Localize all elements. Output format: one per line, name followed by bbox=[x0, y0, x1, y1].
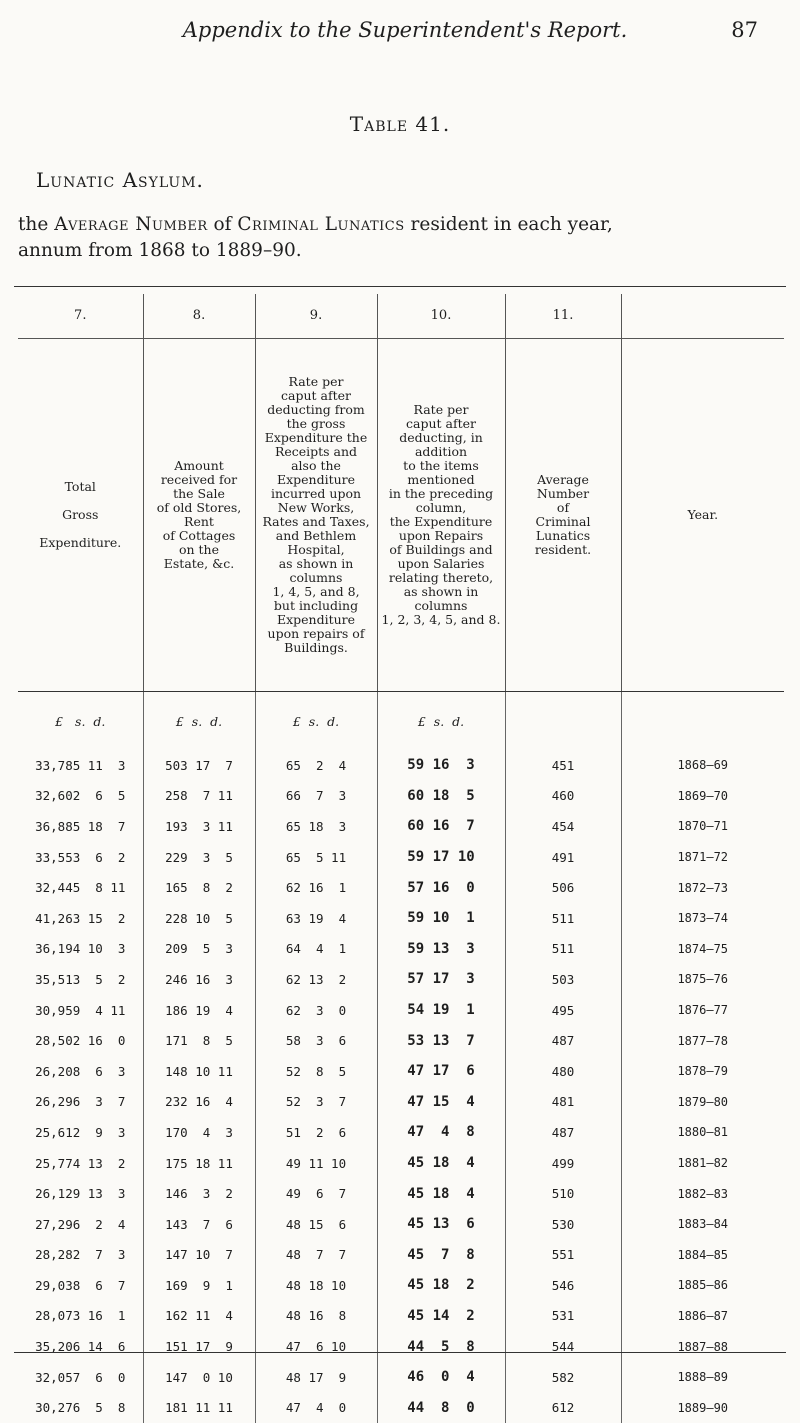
subtitle-term-average-number: Average Number bbox=[54, 214, 207, 235]
table-cell: 1881–82 bbox=[621, 1148, 784, 1179]
table-row bbox=[18, 1117, 784, 1148]
table-cell: 151 17 9 bbox=[143, 1331, 255, 1362]
unit-label bbox=[505, 692, 621, 751]
table-cell: 58 3 6 bbox=[255, 1025, 377, 1056]
table-cell: 59 13 3 bbox=[377, 934, 505, 965]
subtitle-line-2: annum from 1868 to 1889–90. bbox=[18, 238, 780, 264]
table-cell: 59 17 10 bbox=[377, 842, 505, 873]
table-row bbox=[18, 1209, 784, 1240]
column-header: Year. bbox=[621, 339, 784, 692]
table-cell: 60 16 7 bbox=[377, 811, 505, 842]
table-cell: 460 bbox=[505, 781, 621, 812]
table-cell: 48 17 9 bbox=[255, 1362, 377, 1393]
table-cell: 1870–71 bbox=[621, 811, 784, 842]
table-cell: 52 8 5 bbox=[255, 1056, 377, 1087]
table-cell: 175 18 11 bbox=[143, 1148, 255, 1179]
table-cell: 60 18 5 bbox=[377, 781, 505, 812]
table-cell: 45 7 8 bbox=[377, 1240, 505, 1271]
table-cell: 57 16 0 bbox=[377, 872, 505, 903]
table-cell: 44 8 0 bbox=[377, 1392, 505, 1423]
table-cell: 544 bbox=[505, 1331, 621, 1362]
subtitle-pre: the bbox=[18, 214, 54, 235]
table-cell: 451 bbox=[505, 750, 621, 781]
table-cell: 1874–75 bbox=[621, 934, 784, 965]
table-row bbox=[18, 1087, 784, 1118]
table-cell: 1872–73 bbox=[621, 872, 784, 903]
table-cell: 54 19 1 bbox=[377, 995, 505, 1026]
table-cell: 53 13 7 bbox=[377, 1025, 505, 1056]
table-cell: 29,038 6 7 bbox=[18, 1270, 143, 1301]
table-cell: 65 5 11 bbox=[255, 842, 377, 873]
table-cell: 32,445 8 11 bbox=[18, 872, 143, 903]
table-cell: 30,959 4 11 bbox=[18, 995, 143, 1026]
table-cell: 26,208 6 3 bbox=[18, 1056, 143, 1087]
table-cell: 495 bbox=[505, 995, 621, 1026]
table-cell: 143 7 6 bbox=[143, 1209, 255, 1240]
table-cell: 582 bbox=[505, 1362, 621, 1393]
table-cell: 480 bbox=[505, 1056, 621, 1087]
table-cell: 487 bbox=[505, 1025, 621, 1056]
table-cell: 1875–76 bbox=[621, 964, 784, 995]
table-cell: 28,502 16 0 bbox=[18, 1025, 143, 1056]
table-cell: 52 3 7 bbox=[255, 1087, 377, 1118]
table-cell: 33,785 11 3 bbox=[18, 750, 143, 781]
bottom-rule bbox=[14, 1352, 786, 1353]
column-header: Total Gross Expenditure. bbox=[18, 339, 143, 692]
table-cell: 147 0 10 bbox=[143, 1362, 255, 1393]
table-cell: 28,073 16 1 bbox=[18, 1301, 143, 1332]
table-cell: 491 bbox=[505, 842, 621, 873]
table-cell: 1889–90 bbox=[621, 1392, 784, 1423]
subtitle-mid: of bbox=[208, 214, 238, 235]
table-row bbox=[18, 1301, 784, 1332]
table-cell: 165 8 2 bbox=[143, 872, 255, 903]
table-cell: 32,057 6 0 bbox=[18, 1362, 143, 1393]
table-cell: 454 bbox=[505, 811, 621, 842]
table-cell: 1868–69 bbox=[621, 750, 784, 781]
table-cell: 62 16 1 bbox=[255, 872, 377, 903]
table-cell: 506 bbox=[505, 872, 621, 903]
table-row bbox=[18, 1240, 784, 1271]
table-row bbox=[18, 1331, 784, 1362]
table-row bbox=[18, 1178, 784, 1209]
table-cell: 612 bbox=[505, 1392, 621, 1423]
table-cell: 62 13 2 bbox=[255, 964, 377, 995]
table-cell: 531 bbox=[505, 1301, 621, 1332]
table-cell: 47 4 8 bbox=[377, 1117, 505, 1148]
unit-label: £ s. d. bbox=[18, 692, 143, 751]
table-cell: 162 11 4 bbox=[143, 1301, 255, 1332]
table-cell: 63 19 4 bbox=[255, 903, 377, 934]
table-body bbox=[18, 692, 784, 1423]
table-title: Table 41. bbox=[0, 112, 800, 136]
table-row bbox=[18, 1148, 784, 1179]
table-cell: 51 2 6 bbox=[255, 1117, 377, 1148]
table-cell: 30,276 5 8 bbox=[18, 1392, 143, 1423]
table-cell: 26,129 13 3 bbox=[18, 1178, 143, 1209]
table-row bbox=[18, 842, 784, 873]
table-cell: 36,194 10 3 bbox=[18, 934, 143, 965]
table-cell: 1876–77 bbox=[621, 995, 784, 1026]
table-cell: 45 13 6 bbox=[377, 1209, 505, 1240]
table-cell: 511 bbox=[505, 934, 621, 965]
table-cell: 26,296 3 7 bbox=[18, 1087, 143, 1118]
table-cell: 59 16 3 bbox=[377, 750, 505, 781]
table-cell: 530 bbox=[505, 1209, 621, 1240]
table-cell: 32,602 6 5 bbox=[18, 781, 143, 812]
table-cell: 171 8 5 bbox=[143, 1025, 255, 1056]
table-cell: 47 4 0 bbox=[255, 1392, 377, 1423]
column-number: 8. bbox=[143, 294, 255, 339]
table-row bbox=[18, 811, 784, 842]
top-rule bbox=[14, 286, 786, 287]
table-row bbox=[18, 1025, 784, 1056]
column-header: Rate per caput after deducting, in addition to the items mentioned in the preceding column, the Expenditure upon Repairs of Buildings and upon Salaries relating thereto, as shown in columns 1, 2, 3, 4, 5, and 8. bbox=[377, 339, 505, 692]
column-number: 7. bbox=[18, 294, 143, 339]
table-cell: 49 11 10 bbox=[255, 1148, 377, 1179]
table-cell: 49 6 7 bbox=[255, 1178, 377, 1209]
column-number-row bbox=[18, 294, 784, 339]
subtitle-term-criminal-lunatics: Criminal Lunatics bbox=[237, 214, 404, 235]
table-cell: 1883–84 bbox=[621, 1209, 784, 1240]
table-cell: 148 10 11 bbox=[143, 1056, 255, 1087]
table-cell: 48 15 6 bbox=[255, 1209, 377, 1240]
table-cell: 1882–83 bbox=[621, 1178, 784, 1209]
statistics-table bbox=[18, 294, 784, 1423]
table-cell: 27,296 2 4 bbox=[18, 1209, 143, 1240]
page-number: 87 bbox=[731, 18, 758, 42]
table-cell: 33,553 6 2 bbox=[18, 842, 143, 873]
table-row bbox=[18, 872, 784, 903]
table-cell: 35,513 5 2 bbox=[18, 964, 143, 995]
table-cell: 170 4 3 bbox=[143, 1117, 255, 1148]
table-cell: 44 5 8 bbox=[377, 1331, 505, 1362]
table-row bbox=[18, 964, 784, 995]
table-cell: 47 17 6 bbox=[377, 1056, 505, 1087]
table-cell: 146 3 2 bbox=[143, 1178, 255, 1209]
table-cell: 48 16 8 bbox=[255, 1301, 377, 1332]
table-cell: 228 10 5 bbox=[143, 903, 255, 934]
table-cell: 169 9 1 bbox=[143, 1270, 255, 1301]
unit-label: £ s. d. bbox=[377, 692, 505, 751]
table-row bbox=[18, 1270, 784, 1301]
table-cell: 46 0 4 bbox=[377, 1362, 505, 1393]
table-cell: 57 17 3 bbox=[377, 964, 505, 995]
table-cell: 503 17 7 bbox=[143, 750, 255, 781]
table-cell: 1879–80 bbox=[621, 1087, 784, 1118]
table-cell: 59 10 1 bbox=[377, 903, 505, 934]
table-cell: 487 bbox=[505, 1117, 621, 1148]
table-row bbox=[18, 781, 784, 812]
column-header: Average Number of Criminal Lunatics resident. bbox=[505, 339, 621, 692]
table-cell: 510 bbox=[505, 1178, 621, 1209]
column-number bbox=[621, 294, 784, 339]
column-number: 9. bbox=[255, 294, 377, 339]
table-cell: 62 3 0 bbox=[255, 995, 377, 1026]
units-row bbox=[18, 692, 784, 751]
table-cell: 1886–87 bbox=[621, 1301, 784, 1332]
table-cell: 28,282 7 3 bbox=[18, 1240, 143, 1271]
table-cell: 503 bbox=[505, 964, 621, 995]
table-cell: 1869–70 bbox=[621, 781, 784, 812]
running-head bbox=[40, 18, 770, 48]
table-cell: 45 14 2 bbox=[377, 1301, 505, 1332]
table-cell: 47 6 10 bbox=[255, 1331, 377, 1362]
column-header: Rate per caput after deducting from the gross Expenditure the Receipts and also the Expenditure incurred upon New Works, Rates and Taxes, and Bethlem Hospital, as shown in columns 1, 4, 5, and 8, but including Expenditure upon repairs of Buildings. bbox=[255, 339, 377, 692]
table-cell: 499 bbox=[505, 1148, 621, 1179]
table-row bbox=[18, 1392, 784, 1423]
section-title: Lunatic Asylum. bbox=[36, 168, 204, 192]
subtitle-post: resident in each year, bbox=[405, 214, 613, 235]
table-cell: 481 bbox=[505, 1087, 621, 1118]
table-cell: 45 18 4 bbox=[377, 1148, 505, 1179]
table-cell: 47 15 4 bbox=[377, 1087, 505, 1118]
column-number: 10. bbox=[377, 294, 505, 339]
column-number: 11. bbox=[505, 294, 621, 339]
table-cell: 1880–81 bbox=[621, 1117, 784, 1148]
table-cell: 36,885 18 7 bbox=[18, 811, 143, 842]
table-cell: 65 2 4 bbox=[255, 750, 377, 781]
table-cell: 1884–85 bbox=[621, 1240, 784, 1271]
table-cell: 1878–79 bbox=[621, 1056, 784, 1087]
table-cell: 45 18 4 bbox=[377, 1178, 505, 1209]
unit-label: £ s. d. bbox=[143, 692, 255, 751]
table-cell: 232 16 4 bbox=[143, 1087, 255, 1118]
table-cell: 147 10 7 bbox=[143, 1240, 255, 1271]
table-subtitle bbox=[18, 212, 780, 264]
table-row bbox=[18, 750, 784, 781]
table-cell: 1885–86 bbox=[621, 1270, 784, 1301]
column-header-row bbox=[18, 339, 784, 692]
table-cell: 193 3 11 bbox=[143, 811, 255, 842]
table-row bbox=[18, 903, 784, 934]
table-row bbox=[18, 1056, 784, 1087]
table-cell: 209 5 3 bbox=[143, 934, 255, 965]
table-cell: 25,612 9 3 bbox=[18, 1117, 143, 1148]
table-row bbox=[18, 995, 784, 1026]
unit-label: £ s. d. bbox=[255, 692, 377, 751]
table-cell: 66 7 3 bbox=[255, 781, 377, 812]
table-cell: 45 18 2 bbox=[377, 1270, 505, 1301]
table-cell: 1871–72 bbox=[621, 842, 784, 873]
unit-label bbox=[621, 692, 784, 751]
table-cell: 511 bbox=[505, 903, 621, 934]
table-cell: 1888–89 bbox=[621, 1362, 784, 1393]
table-cell: 1877–78 bbox=[621, 1025, 784, 1056]
table-cell: 48 18 10 bbox=[255, 1270, 377, 1301]
table-cell: 1887–88 bbox=[621, 1331, 784, 1362]
table-row bbox=[18, 934, 784, 965]
table-row bbox=[18, 1362, 784, 1393]
table-cell: 25,774 13 2 bbox=[18, 1148, 143, 1179]
table-cell: 48 7 7 bbox=[255, 1240, 377, 1271]
table-cell: 186 19 4 bbox=[143, 995, 255, 1026]
table-cell: 229 3 5 bbox=[143, 842, 255, 873]
table-cell: 41,263 15 2 bbox=[18, 903, 143, 934]
table-cell: 181 11 11 bbox=[143, 1392, 255, 1423]
table-cell: 246 16 3 bbox=[143, 964, 255, 995]
table-cell: 1873–74 bbox=[621, 903, 784, 934]
table-cell: 64 4 1 bbox=[255, 934, 377, 965]
table-cell: 35,206 14 6 bbox=[18, 1331, 143, 1362]
table-cell: 258 7 11 bbox=[143, 781, 255, 812]
table-cell: 551 bbox=[505, 1240, 621, 1271]
running-head-title: Appendix to the Superintendent's Report. bbox=[40, 18, 770, 42]
column-header: Amount received for the Sale of old Stores, Rent of Cottages on the Estate, &c. bbox=[143, 339, 255, 692]
table-cell: 546 bbox=[505, 1270, 621, 1301]
table-cell: 65 18 3 bbox=[255, 811, 377, 842]
